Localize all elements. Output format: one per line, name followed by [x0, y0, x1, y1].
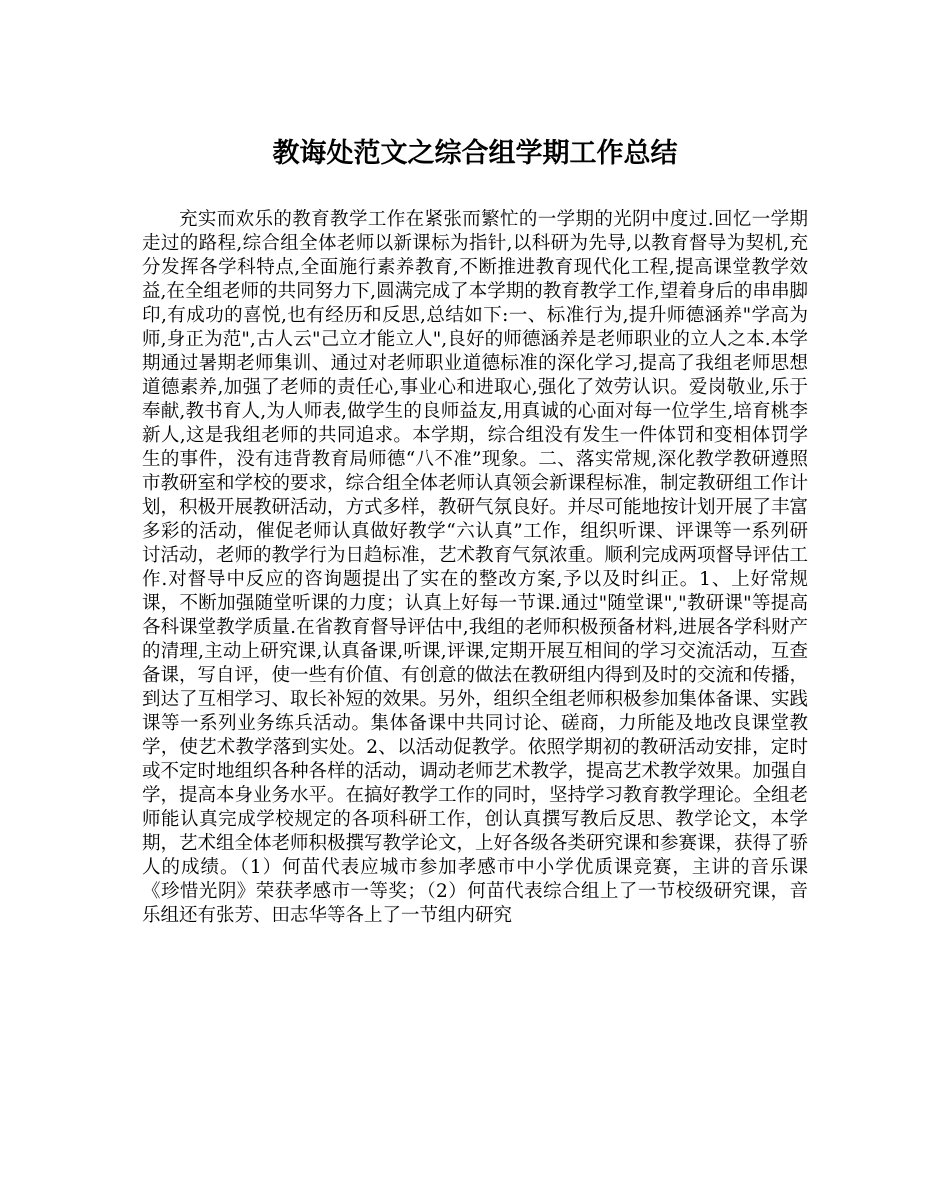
document-title: 教诲处范文之综合组学期工作总结	[272, 138, 678, 169]
document-body-paragraph: 充实而欢乐的教育教学工作在紧张而繁忙的一学期的光阴中度过.回忆一学期走过的路程,综合组全体老师以新课标为指针,以科研为先导,以教育督导为契机,充分发挥各学科特点,全面施行素养教育,不断推进教育现代化工程,提高课堂教学效益,在全组老师的共同努力下,圆满完成了本学期的教育教学工作,望着身后的串串脚印,有成功的喜悦,也有经历和反思,总结如下:一、标准行为,提升师德涵养"学高为师,身正为范",古人云"己立才能立人",良好的师德涵养是老师职业的立人之本.本学期通过暑期老师集训、通过对老师职业道德标准的深化学习,提高了我组老师思想道德素养,加强了老师的责任心,事业心和进取心,强化了效劳认识。爱岗敬业,乐于奉献,教书育人,为人师表,做学生的良师益友,用真诚的心面对每一位学生,培育桃李新人,这是我组老师的共同追求。本学期，综合组没有发生一件体罚和变相体罚学生的事件，没有违背教育局师德“八不准”现象。二、落实常规,深化教学教研遵照市教研室和学校的要求，综合组全体老师认真领会新课程标准，制定教研组工作计划，积极开展教研活动，方式多样，教研气氛良好。并尽可能地按计划开展了丰富多彩的活动，催促老师认真做好教学“六认真”工作，组织听课、评课等一系列研讨活动，老师的教学行为日趋标准，艺术教育气氛浓重。顺利完成两项督导评估工作.对督导中反应的咨询题提出了实在的整改方案,予以及时纠正。1、上好常规课，不断加强随堂听课的力度；认真上好每一节课.通过"随堂课","教研课"等提高各科课堂教学质量.在省教育督导评估中,我组的老师积极预备材料,进展各学科财产的清理,主动上研究课,认真备课,听课,评课,定期开展互相间的学习交流活动，互查备课，写自评，使一些有价值、有创意的做法在教研组内得到及时的交流和传播，到达了互相学习、取长补短的效果。另外，组织全组老师积极参加集体备课、实践课等一系列业务练兵活动。集体备课中共同讨论、磋商，力所能及地改良课堂教学，使艺术教学落到实处。2、以活动促教学。依照学期初的教研活动安排，定时或不定时地组织各种各样的活动，调动老师艺术教学，提高艺术教学效果。加强自学，提高本身业务水平。在搞好教学工作的同时，坚持学习教育教学理论。全组老师能认真完成学校规定的各项科研工作，创认真撰写教后反思、教学论文，本学期，艺术组全体老师积极撰写教学论文，上好各级各类研究课和参赛课，获得了骄人的成绩。（1）何苗代表应城市参加孝感市中小学优质课竞赛，主讲的音乐课《珍惜光阴》荣获孝感市一等奖；（2）何苗代表综合组上了一节校级研究课，音乐组还有张芳、田志华等各上了一节组内研究	[142, 209, 809, 926]
